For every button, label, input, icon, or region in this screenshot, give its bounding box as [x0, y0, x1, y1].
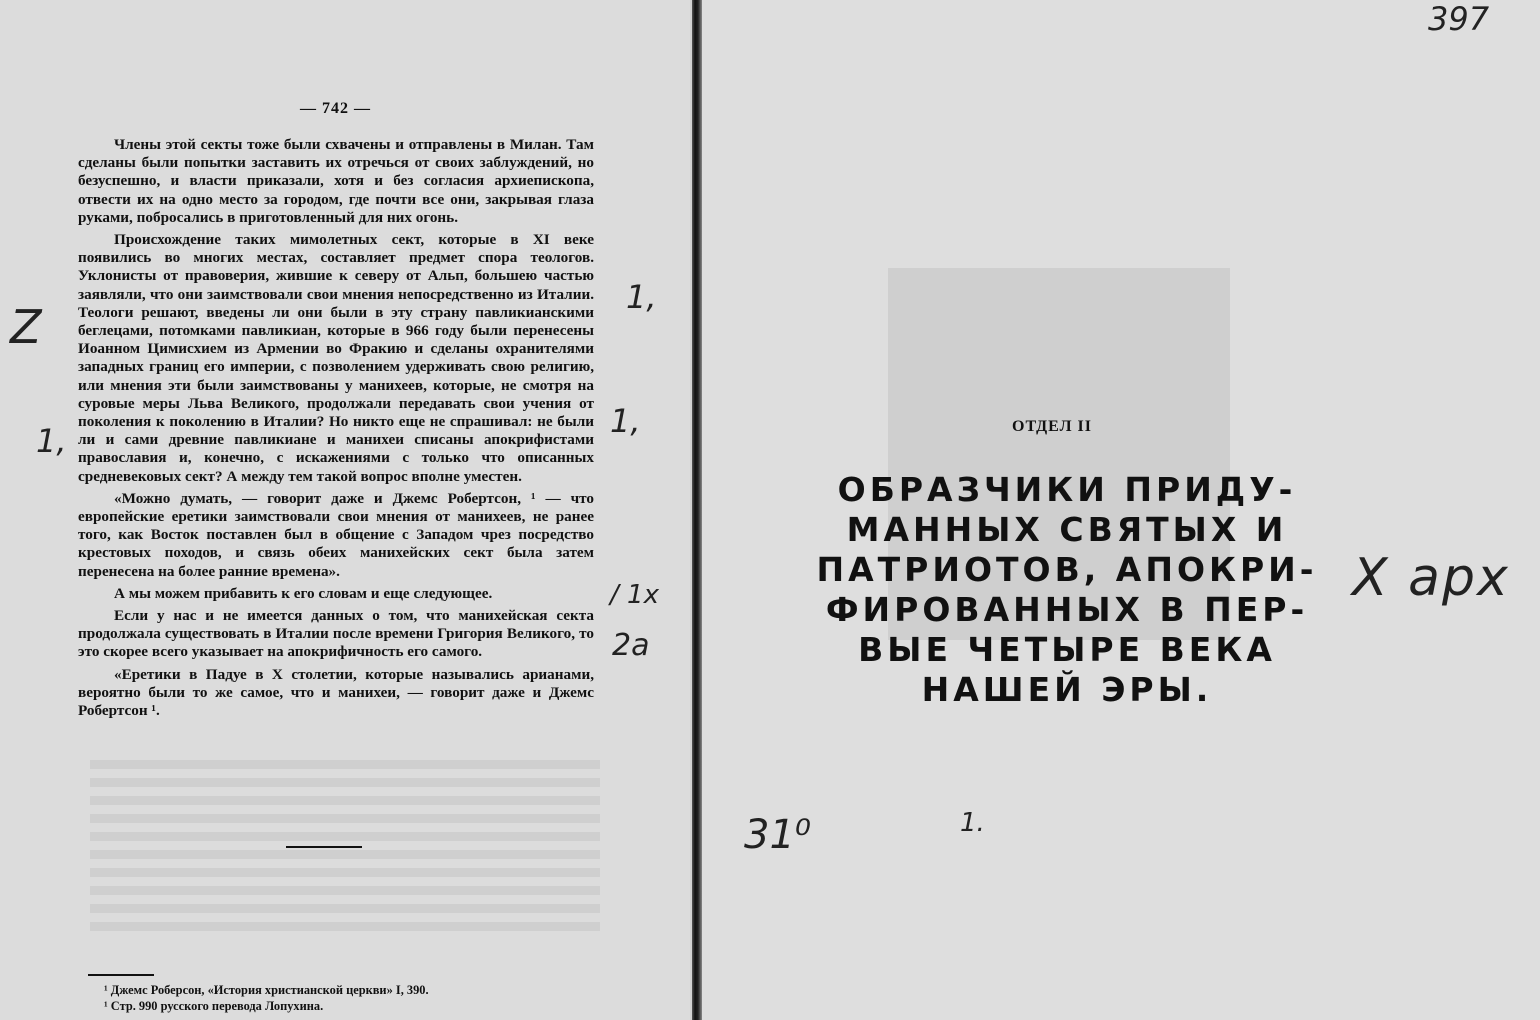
paragraph: Члены этой секты тоже были схвачены и отправлены в Милан. Там сделаны были попытки заставить их отречься от своих заблуждений, но безуспешно, и власти приказали, хотя и без согласия архиепископа, отвести их на одно место за городом, где почти все они, закрывая глаза руками, побросались в приготовленный для них огонь.	[78, 136, 594, 226]
bleed-through-text	[90, 760, 600, 940]
paragraph: Происхождение таких мимолетных сект, которые в XI веке появились во многих местах, составляет предмет спора теологов. Уклонисты от правоверия, жившие к северу от Альп, большею частью заявляли, что они заимствовали свои мнения непосредственно из Италии. Теологи решают, введены ли они были в эту страну павликианскими беглецами, потомками павликиан, которые в 966 году были перенесены Иоанном Цимисхием из Армении во Фракию и сделаны охранителями западных границ его империи, с позволением удерживать свою религию, или мнения эти были заимствованы у манихеев, которые, не смотря на суровые меры Льва Великого, продолжали передавать свои учения от поколения к поколению в Италии? Но никто еще не спрашивал: не были ли и сами древние павликиане и манихеи списаны апокрифистами православия и, конечно, с искажениями с только что описанных средневековых сект? А между тем такой вопрос вполне уместен.	[78, 231, 594, 485]
handwritten-mark: Z	[10, 300, 42, 354]
handwritten-mark: 2a	[612, 628, 650, 663]
page-number: — 742 —	[300, 100, 371, 117]
handwritten-mark: 1,	[626, 278, 657, 316]
paragraph: А мы можем прибавить к его словам и еще следующее.	[114, 584, 493, 602]
paragraph: Если у нас и не имеется данных о том, что манихейская секта продолжала существовать в Италии после времени Григория Великого, то это скорее всего указывает на апокрифичность его самого.	[78, 607, 594, 661]
footnote: ¹ Стр. 990 русского перевода Лопухина.	[104, 999, 324, 1013]
handwritten-mark: 1,	[610, 402, 641, 440]
footnote-divider	[88, 974, 154, 976]
handwritten-page-number: 397	[1428, 0, 1490, 38]
title-line: ОБРАЗЧИКИ ПРИДУ-	[837, 470, 1297, 509]
handwritten-mark: 1,	[36, 422, 67, 460]
handwritten-mark: 1.	[960, 808, 985, 838]
footnote: ¹ Джемс Роберсон, «История христианской церкви» I, 390.	[104, 983, 429, 997]
title-line: НАШЕЙ ЭРЫ.	[921, 670, 1213, 709]
title-line: ВЫЕ ЧЕТЫРЕ ВЕКА	[858, 630, 1276, 669]
left-page-body	[78, 136, 594, 724]
handwritten-margin-note: X apx	[1352, 548, 1510, 608]
section-title	[806, 470, 1328, 710]
handwritten-mark: / 1x	[610, 580, 659, 610]
title-line: МАННЫХ СВЯТЫХ И	[846, 510, 1288, 549]
handwritten-mark: 31⁰	[744, 812, 811, 858]
section-label: ОТДЕЛ II	[1012, 418, 1092, 435]
paragraph: «Еретики в Падуе в X столетии, которые назывались арианами, вероятно были то же самое, что и манихеи, — говорит даже и Джемс Робертсон ¹.	[78, 665, 594, 720]
paragraph: «Можно думать, — говорит даже и Джемс Робертсон, ¹ — что европейские еретики заимствовали свои мнения от манихеев, не ранее того, как Восток поставлен был в общение с Западом чрез посредство крестовых походов, и связь обеих манихейских сект была затем перенесена на более ранние времена».	[78, 489, 594, 580]
footnotes	[104, 982, 604, 1014]
section-divider	[286, 846, 362, 848]
book-spine	[692, 0, 702, 1020]
title-line: ПАТРИОТОВ, АПОКРИ-	[816, 550, 1318, 589]
title-line: ФИРОВАННЫХ В ПЕР-	[825, 590, 1309, 629]
